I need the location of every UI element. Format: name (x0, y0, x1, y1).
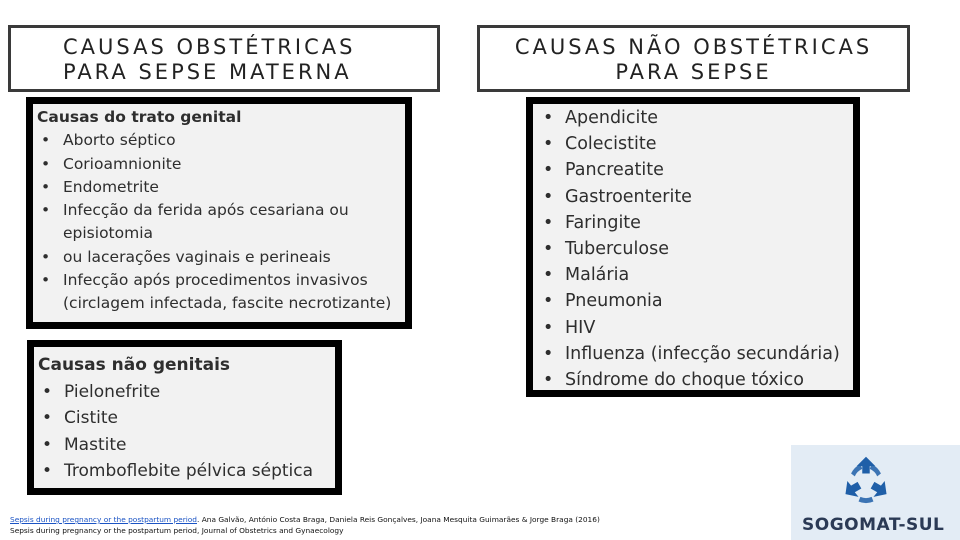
non-genital-causes-heading: Causas não genitais (38, 355, 231, 375)
list-item: • ou lacerações vaginais e perineais (37, 246, 399, 269)
genital-causes-list (37, 129, 399, 315)
circular-arrows-logo-icon (837, 453, 895, 509)
obstetric-title-line1: CAUSAS OBSTÉTRICAS (63, 35, 356, 59)
logo-text: SOGOMAT-SUL (802, 515, 945, 535)
list-item: • Endometrite (37, 176, 399, 199)
list-item: • Gastroenterite (539, 184, 847, 210)
citation (10, 514, 600, 536)
genital-causes-box (26, 97, 412, 329)
list-item: • Mastite (38, 432, 329, 459)
list-item: • Apendicite (539, 105, 847, 131)
list-item: • Corioamnionite (37, 153, 399, 176)
non-genital-causes-list (38, 379, 329, 485)
list-item: • Pancreatite (539, 157, 847, 183)
sogomat-logo (791, 445, 960, 540)
list-item: • Aborto séptico (37, 129, 399, 152)
non-obstetric-title-line1: CAUSAS NÃO OBSTÉTRICAS (514, 35, 873, 59)
list-item: • Cistite (38, 405, 329, 432)
list-item: • Pneumonia (539, 288, 847, 314)
non-obstetric-causes-box (526, 97, 860, 397)
list-item: • Influenza (infecção secundária) (539, 341, 847, 367)
list-item: • Faringite (539, 210, 847, 236)
obstetric-title-line2: PARA SEPSE MATERNA (63, 60, 352, 84)
citation-link[interactable]: Sepsis during pregnancy or the postpartum period (10, 515, 197, 524)
obstetric-causes-title (8, 25, 440, 92)
list-item: • Pielonefrite (38, 379, 329, 406)
list-item: • Malária (539, 262, 847, 288)
non-obstetric-title-line2: PARA SEPSE (615, 60, 772, 84)
list-item: • HIV (539, 315, 847, 341)
list-item: • Infecção após procedimentos invasivos (circlagem infectada, fascite necrotizante) (37, 269, 399, 316)
list-item: • Síndrome do choque tóxico (539, 367, 847, 393)
genital-causes-heading: Causas do trato genital (37, 108, 242, 126)
non-obstetric-causes-title (477, 25, 910, 92)
list-item: • Colecistite (539, 131, 847, 157)
citation-line1 (10, 514, 600, 525)
citation-line2: Sepsis during pregnancy or the postpartum period, Journal of Obstetrics and Gynaecology (10, 526, 344, 535)
list-item: • Tromboflebite pélvica séptica (38, 458, 329, 485)
non-obstetric-causes-list (539, 105, 847, 393)
citation-authors: . Ana Galvão, António Costa Braga, Daniela Reis Gonçalves, Joana Mesquita Guimarães & Jorge Braga (2016) (197, 515, 600, 524)
list-item: • Tuberculose (539, 236, 847, 262)
non-genital-causes-box (27, 340, 342, 495)
list-item: • Infecção da ferida após cesariana ou episiotomia (37, 199, 399, 246)
